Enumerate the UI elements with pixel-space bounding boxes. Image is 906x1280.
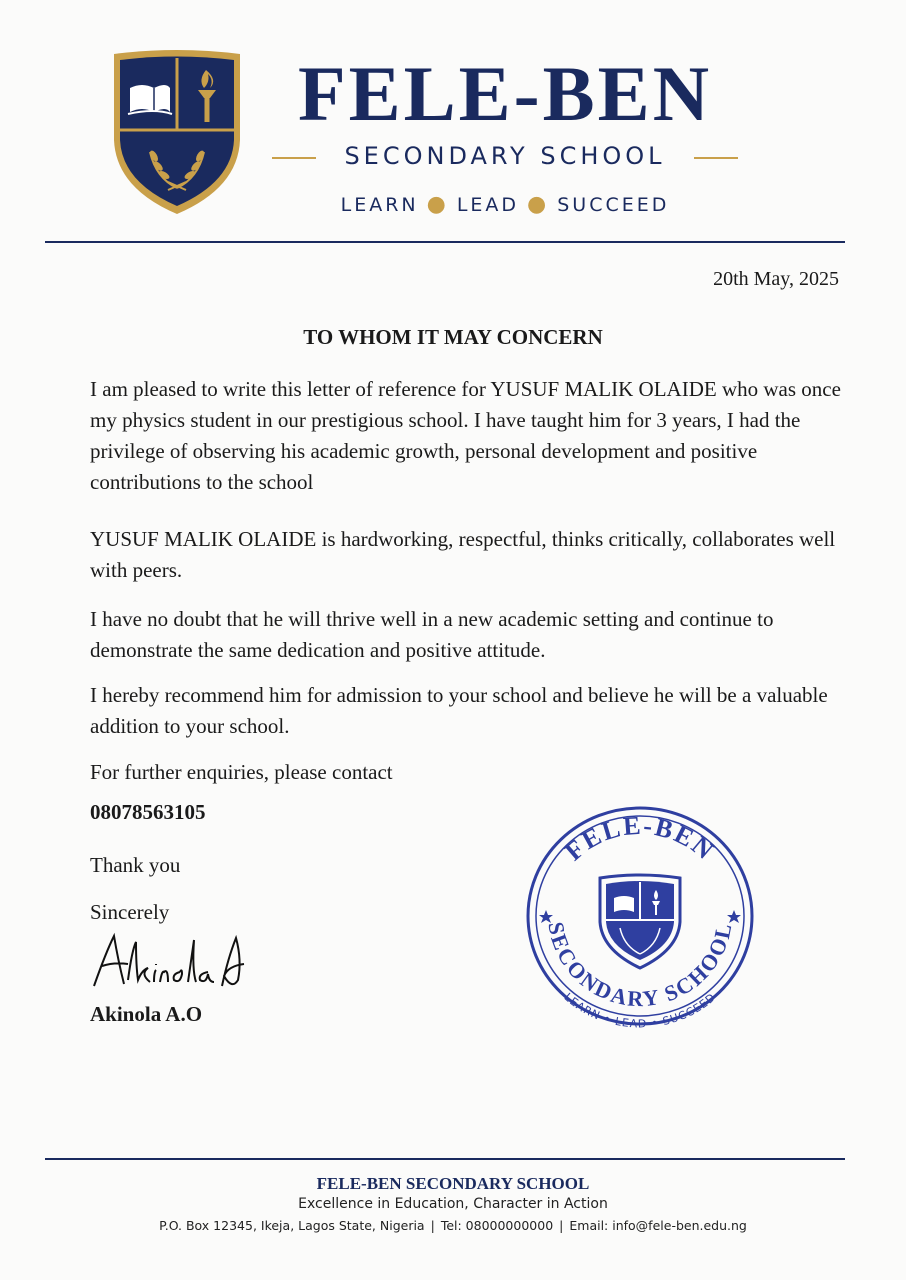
letter-paragraph: I hereby recommend him for admission to your school and believe he will be a valuable addition to your school. xyxy=(90,683,828,738)
footer-email: Email: info@fele-ben.edu.ng xyxy=(569,1218,747,1233)
svg-text:FELE-BEN xyxy=(559,811,720,867)
stamp-bottom-text: SECONDARY SCHOOL xyxy=(543,919,737,1012)
school-subtitle-row xyxy=(270,142,740,176)
contact-label: For further enquiries, please contact xyxy=(90,760,393,784)
letter-paragraph: I am pleased to write this letter of reference for YUSUF MALIK OLAIDE who was once my physics student in our prestigious school. I have taught him for 3 years, I had the privilege of observing his academic growth, personal development and positive contributions to the school xyxy=(90,377,841,494)
school-crest-icon xyxy=(110,48,244,218)
header-divider xyxy=(45,241,845,243)
footer-school-name: FELE-BEN SECONDARY SCHOOL xyxy=(316,1174,590,1193)
motto-learn: LEARN xyxy=(340,194,419,216)
signer-name: Akinola A.O xyxy=(90,1002,203,1026)
school-subtitle: SECONDARY SCHOOL xyxy=(344,142,666,170)
subtitle-divider-left xyxy=(272,157,316,159)
stamp-top-text: FELE-BEN xyxy=(559,810,721,867)
footer-address: P.O. Box 12345, Ikeja, Lagos State, Nigeria xyxy=(159,1218,425,1233)
stamp-crest-icon xyxy=(600,875,680,968)
school-name: FELE-BEN xyxy=(297,50,713,137)
letter-paragraph: YUSUF MALIK OLAIDE is hardworking, respectful, thinks critically, collaborates well with peers. xyxy=(90,527,836,582)
motto-succeed: SUCCEED xyxy=(557,194,670,216)
footer-tel: Tel: 08000000000 xyxy=(440,1218,554,1233)
footer-tagline: Excellence in Education, Character in Action xyxy=(298,1196,608,1212)
school-motto: LEARN ● LEAD ● SUCCEED xyxy=(340,192,670,217)
footer-divider xyxy=(45,1158,845,1160)
school-stamp xyxy=(520,800,760,1052)
motto-lead: LEAD xyxy=(456,194,520,216)
handwritten-signature xyxy=(88,930,248,994)
letter-date: 20th May, 2025 xyxy=(713,268,839,290)
contact-phone: 08078563105 xyxy=(90,800,206,824)
subtitle-divider-right xyxy=(694,157,738,159)
stamp-motto-text: LEARN • LEAD • SUCCEED xyxy=(561,990,719,1031)
letter-salutation: TO WHOM IT MAY CONCERN xyxy=(303,325,603,349)
footer-contact-line: P.O. Box 12345, Ikeja, Lagos State, Nigeria | Tel: 08000000000 | Email: info@fele-ben.edu.ng xyxy=(159,1218,747,1233)
thanks-text: Thank you xyxy=(90,853,181,877)
letter-paragraph: I have no doubt that he will thrive well in a new academic setting and continue to demonstrate the same dedication and positive attitude. xyxy=(90,607,774,662)
closing-text: Sincerely xyxy=(90,900,170,924)
